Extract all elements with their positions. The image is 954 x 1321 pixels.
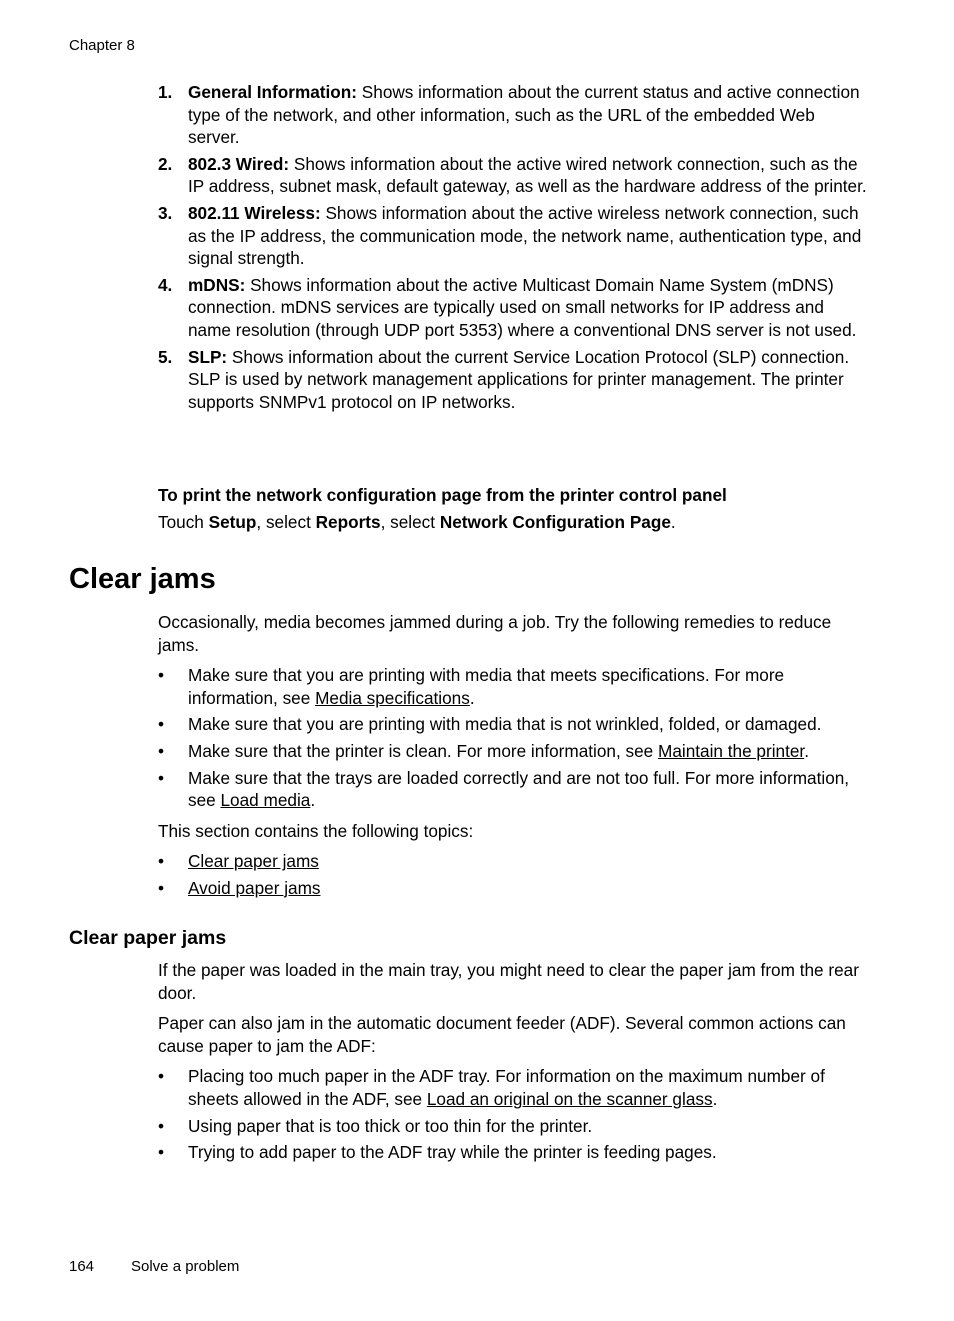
main-tray-paragraph: If the paper was loaded in the main tray, you might need to clear the paper jam from the rear door.: [158, 960, 859, 1003]
load-media-link[interactable]: Load media: [220, 790, 311, 811]
network-config-page-term: Network Configuration Page: [439, 511, 671, 532]
maintain-printer-link[interactable]: Maintain the printer: [658, 740, 805, 761]
print-config-procedure: [158, 484, 870, 533]
load-original-scanner-glass-link[interactable]: Load an original on the scanner glass: [426, 1088, 713, 1109]
list-item: • Make sure that the trays are loaded correctly and are not too full. For more information, see Load media.: [158, 767, 850, 811]
clear-jams-body: [158, 611, 870, 904]
item-number: 1.: [158, 82, 173, 102]
bullet: •: [158, 714, 165, 735]
item-term: mDNS:: [188, 274, 246, 295]
item-text: Shows information about the active wired network connection, such as the IP address, subnet mask, default gateway, as well as the hardware address of the printer.: [188, 153, 867, 197]
item-term: 802.11 Wireless:: [188, 202, 321, 223]
procedure-title: To print the network configuration page from the printer control panel: [158, 485, 727, 505]
item-text: Shows information about the active wireless network connection, such as the IP address, the communication mode, the network name, authentication type, and signal strength.: [188, 202, 862, 269]
list-item: • Make sure that you are printing with media that is not wrinkled, folded, or damaged.: [158, 714, 822, 735]
item-term: 802.3 Wired:: [188, 153, 290, 174]
item-number: 4.: [158, 274, 173, 295]
adf-causes-list: [158, 1065, 870, 1163]
list-item: [158, 274, 870, 342]
bullet: •: [158, 665, 165, 686]
list-item: • Placing too much paper in the ADF tray. For information on the maximum number of sheets allowed in the ADF, see Load an original on the scanner glass.: [158, 1066, 825, 1109]
list-item: • Using paper that is too thick or too thin for the printer.: [158, 1115, 593, 1136]
numbered-list: [158, 81, 870, 413]
list-item: [158, 850, 870, 873]
page-number: 164: [69, 1258, 95, 1275]
item-term: General Information:: [188, 82, 358, 102]
item-number: 2.: [158, 153, 173, 174]
bullet: •: [158, 767, 165, 788]
item-text: Shows information about the current status and active connection type of the network, and other information, such as the URL of the embedded Web server.: [188, 82, 860, 148]
list-item: • Trying to add paper to the ADF tray while the printer is feeding pages.: [158, 1142, 717, 1163]
remedies-list: [158, 664, 870, 812]
bullet: •: [158, 1142, 165, 1163]
list-item: [158, 81, 870, 149]
item-term: SLP:: [188, 346, 228, 367]
bullet: •: [158, 851, 165, 872]
list-item: [158, 877, 870, 900]
reports-term: Reports: [315, 511, 381, 532]
item-text: Shows information about the active Multicast Domain Name System (mDNS) connection. mDNS services are typically used on small networks for IP address and name resolution (through UDP port 5353) where a conventional DNS server is not used.: [188, 274, 857, 340]
footer-section-title: Solve a problem: [131, 1258, 240, 1275]
list-item: [158, 153, 870, 198]
list-item: • Make sure that you are printing with media that meets specifications. For more information, see Media specifications.: [158, 665, 785, 708]
list-item: • Make sure that the printer is clean. For more information, see Maintain the printer.: [158, 740, 809, 761]
clear-paper-jams-link[interactable]: Clear paper jams: [188, 851, 319, 872]
clear-paper-jams-body: [158, 959, 870, 1168]
setup-term: Setup: [208, 511, 257, 532]
list-item: [158, 202, 870, 270]
clear-jams-intro: Occasionally, media becomes jammed during a job. Try the following remedies to reduce jams.: [158, 612, 832, 655]
bullet: •: [158, 1115, 165, 1136]
bullet: •: [158, 740, 165, 761]
procedure-step: Touch Setup, select Reports, select Network Configuration Page.: [158, 511, 676, 532]
bullet: •: [158, 1066, 165, 1087]
media-specifications-link[interactable]: Media specifications: [315, 687, 470, 708]
topics-intro: This section contains the following topics:: [158, 820, 474, 841]
adf-paragraph: Paper can also jam in the automatic document feeder (ADF). Several common actions can cause paper to jam the ADF:: [158, 1013, 846, 1056]
list-item: [158, 346, 870, 414]
item-text: Shows information about the current Service Location Protocol (SLP) connection. SLP is used by network management applications for printer management. The printer supports SNMPv1 protocol on IP networks.: [188, 346, 850, 412]
chapter-header: Chapter 8: [69, 37, 135, 54]
bullet: •: [158, 877, 165, 898]
section-heading-clear-jams: Clear jams: [69, 563, 216, 595]
item-number: 3.: [158, 202, 173, 223]
item-number: 5.: [158, 346, 173, 367]
topics-list: [158, 850, 870, 899]
avoid-paper-jams-link[interactable]: Avoid paper jams: [188, 877, 321, 898]
subsection-heading-clear-paper-jams: Clear paper jams: [69, 927, 227, 949]
network-config-sections: [158, 81, 870, 417]
